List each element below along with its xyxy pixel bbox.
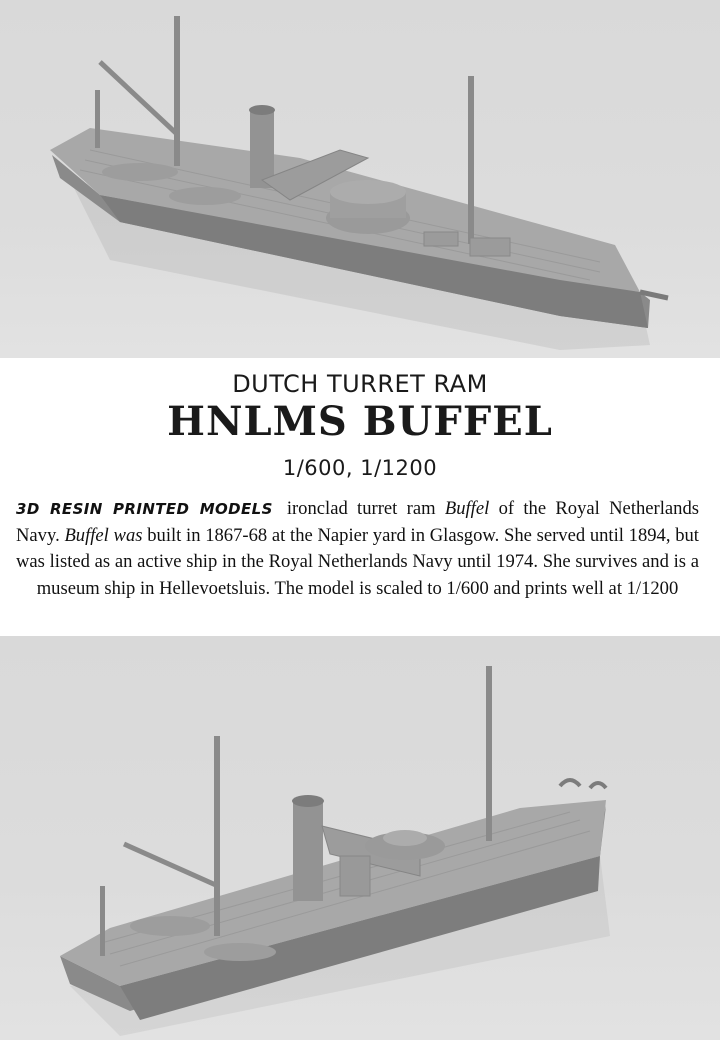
ship-name-italic-1: Buffel (444, 498, 490, 519)
product-scales: 1/600, 1/1200 (282, 456, 438, 480)
product-info-panel (0, 358, 720, 636)
description-part-3: built in 1867-68 at the Napier yard in Glasgow. She served until 1894, but was listed as an active ship in the Royal Netherlands Navy until 1974. She survives and is a museum ship in Hellevoetsluis. The model is scaled to 1/600 and prints well at 1/1200 (16, 524, 699, 599)
brand-name: 3D RESIN PRINTED MODELS (16, 500, 273, 518)
product-title: HNLMS BUFFEL (167, 398, 553, 445)
product-description (16, 496, 699, 602)
ship-model-image-bottom (0, 636, 720, 1040)
product-subtitle: DUTCH TURRET RAM (232, 370, 488, 398)
ship-name-italic-2: Buffel was (64, 524, 143, 546)
top-ship-render (0, 0, 720, 358)
description-part-2: of the Royal Netherlands Navy. (16, 498, 699, 546)
ship-model-image-top (0, 0, 720, 358)
description-part-1: ironclad turret ram (286, 498, 436, 519)
bottom-ship-render (0, 636, 720, 1040)
